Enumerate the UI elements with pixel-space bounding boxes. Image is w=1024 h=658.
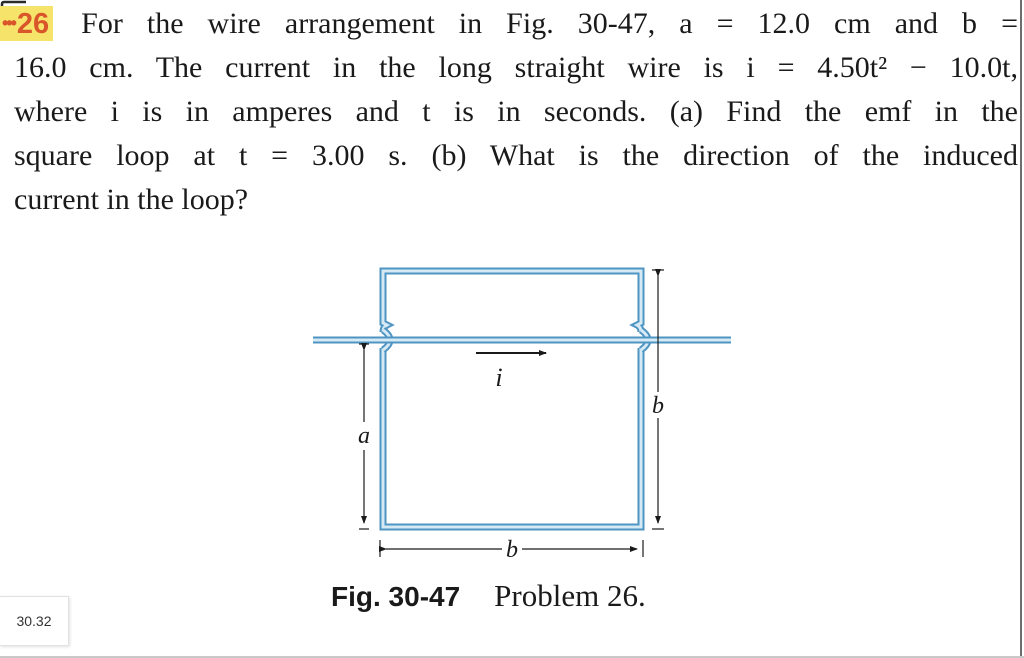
problem-line-2: 16.0 cm. The current in the long straight wire is i = 4.50t² − 10.0t,	[14, 51, 1018, 84]
problem-line-4: square loop at t = 3.00 s. (b) What is the direction of the induced	[14, 139, 1018, 172]
problem-line-3: where i is in amperes and t is in seconds. (a) Find the emf in the	[14, 95, 1018, 128]
dimension-b-bottom-label: b	[506, 537, 518, 563]
figure-caption-label: Fig. 30-47	[331, 581, 461, 612]
dimension-a-label: a	[358, 423, 370, 449]
figure-caption	[331, 578, 646, 614]
figure-caption-text: Problem 26.	[494, 578, 646, 613]
difficulty-dots: •••	[2, 13, 15, 33]
square-loop	[383, 271, 648, 527]
current-label: i	[495, 363, 503, 392]
problem-number: 26	[16, 8, 50, 40]
right-border-line	[1020, 0, 1022, 658]
problem-line-1-text: For the wire arrangement in Fig. 30-47, a = 12.0 cm and b =	[81, 7, 1018, 40]
problem-line-5: current in the loop?	[14, 183, 249, 216]
dimension-b-right-label: b	[652, 393, 664, 419]
timestamp-badge: 30.32	[0, 596, 69, 646]
